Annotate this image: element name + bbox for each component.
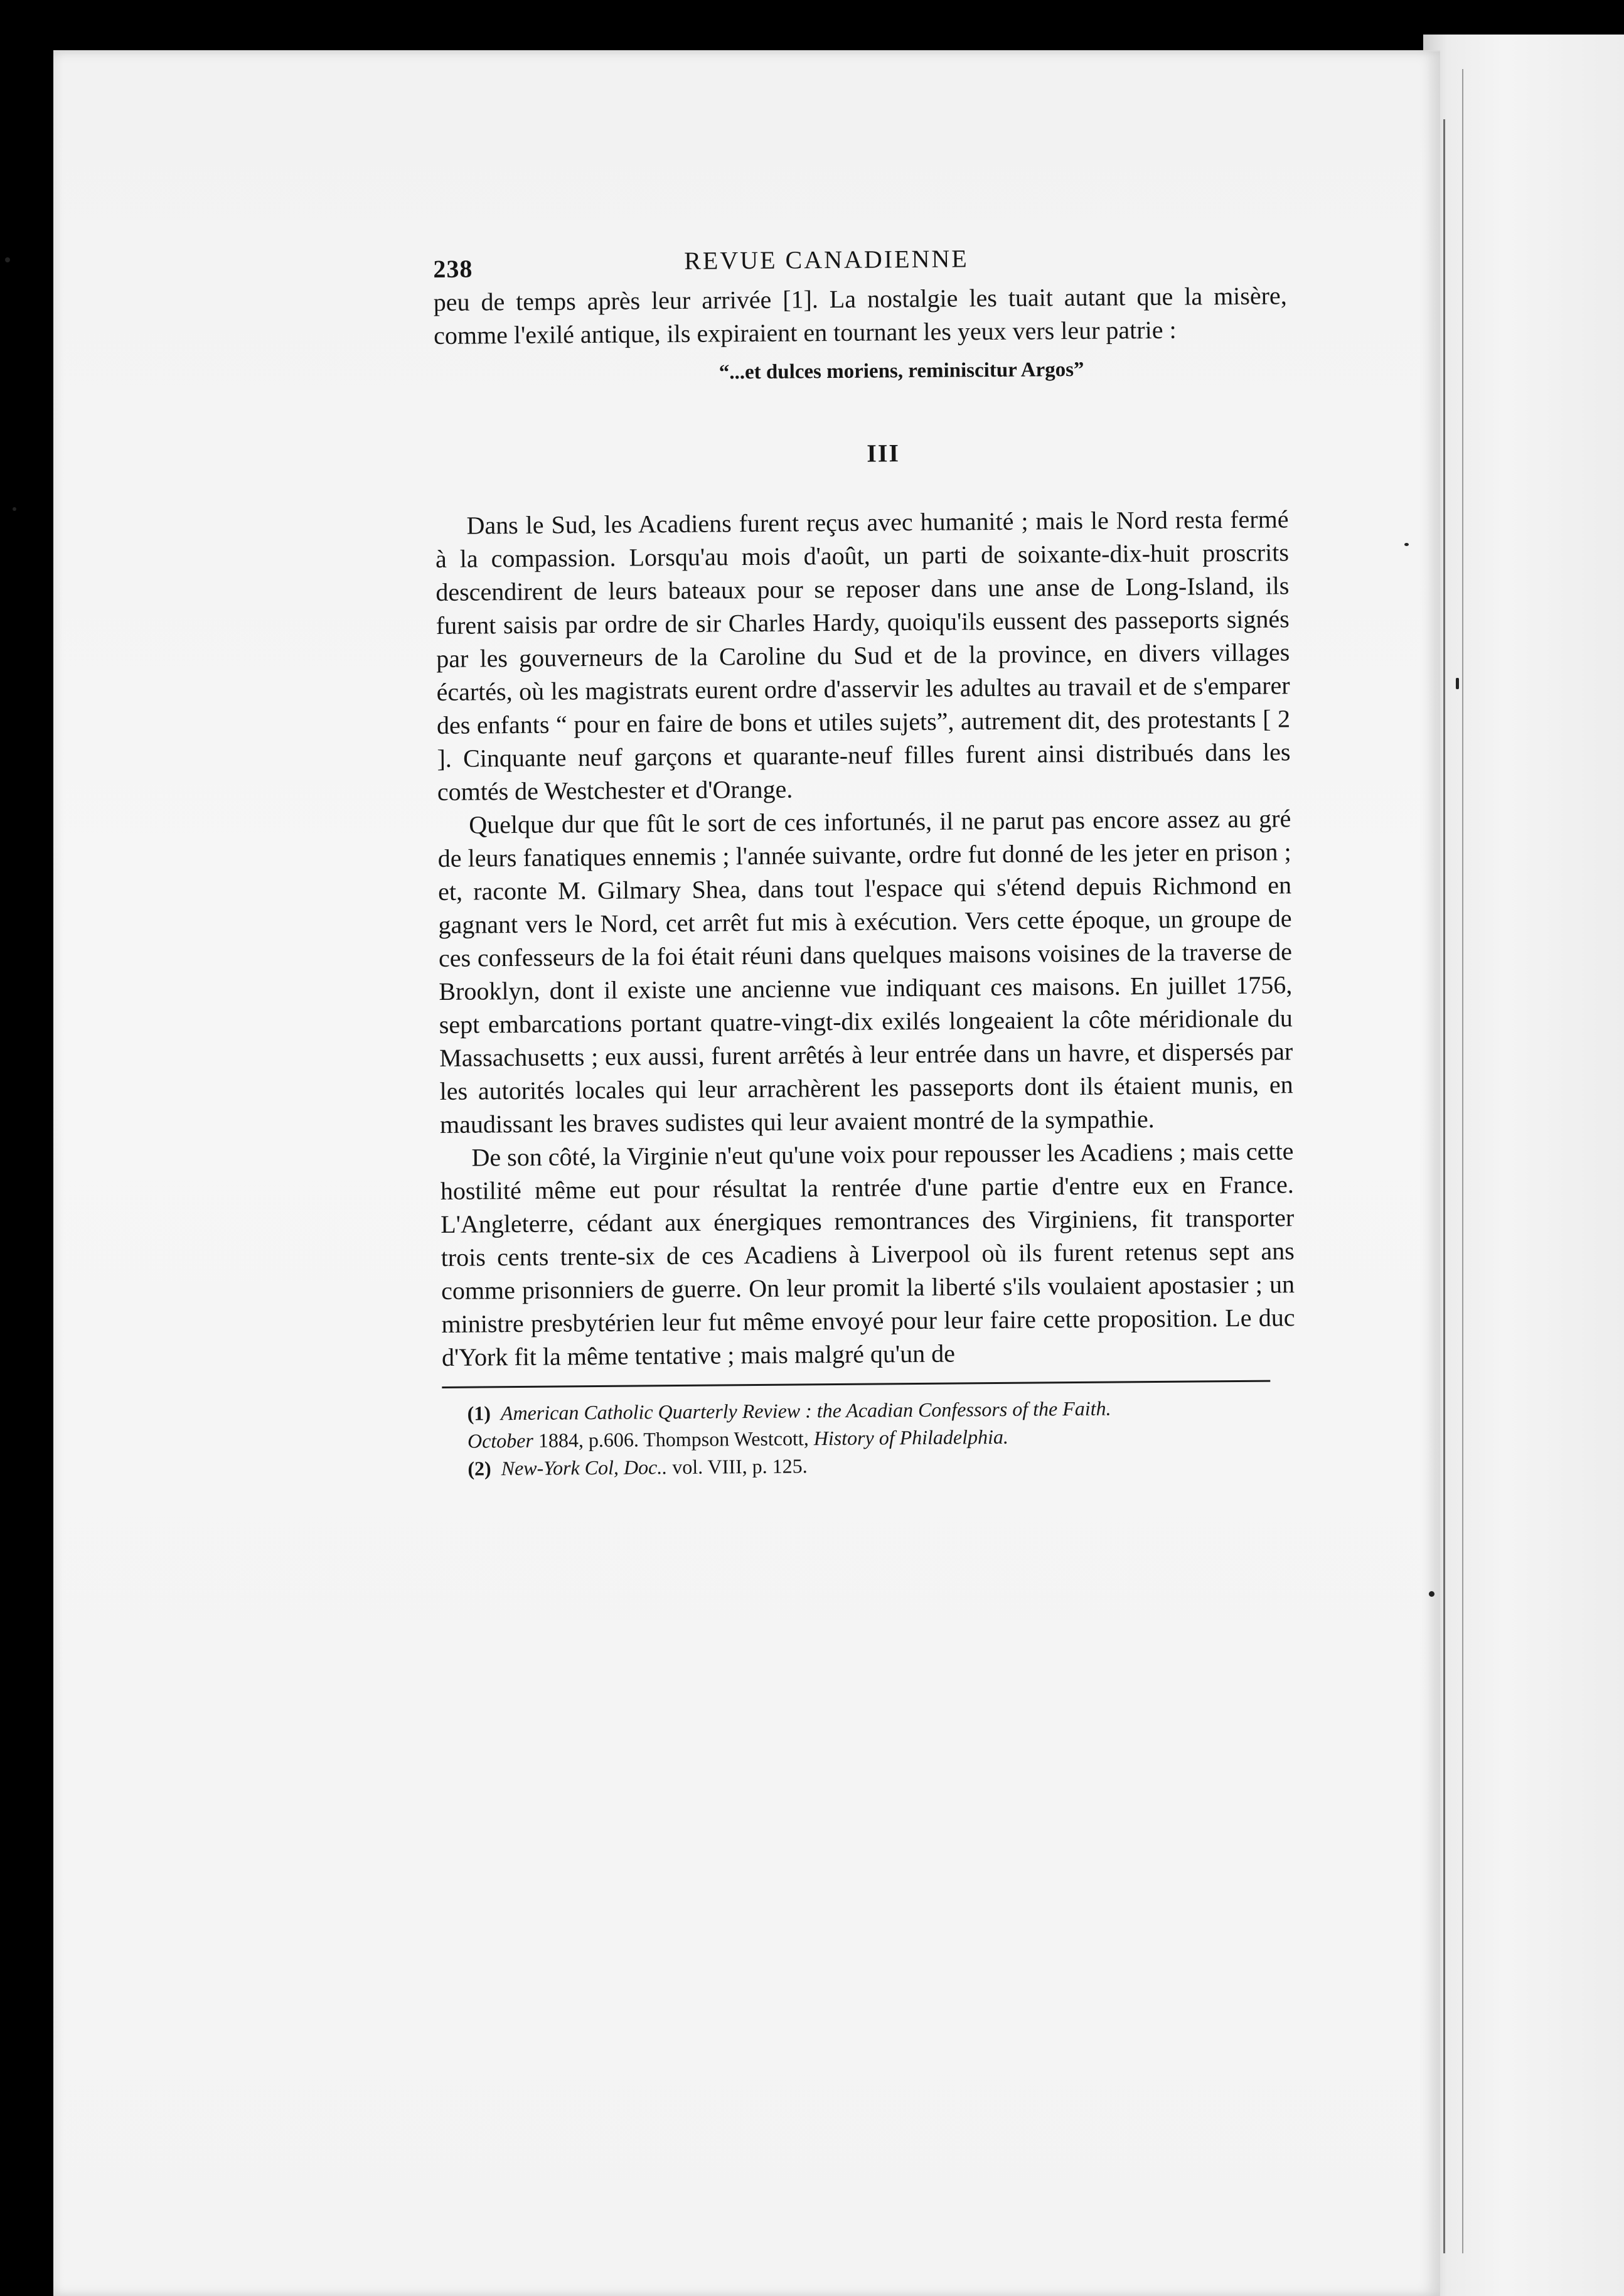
journal-title: REVUE CANADIENNE: [684, 244, 969, 275]
footnote-text: vol. VIII, p. 125.: [667, 1454, 808, 1479]
adjacent-page: [1423, 35, 1624, 2296]
footnote-title: American Catholic Quarterly Review : the Acadian Confessors of the Faith.: [500, 1397, 1111, 1425]
scan-speck: [1404, 543, 1409, 546]
body-paragraph: De son côté, la Virginie n'eut qu'une voix pour repousser les Acadiens ; mais cette hostilité même eut pour résultat la rentrée d'une partie d'entre eux en France. L'Angleterre, cédant aux énergiques remontrances des Virginiens, fit transporter trois cents trente-six de ces Acadiens à Liverpool où ils furent retenus sept ans comme prisonniers de guerre. On leur promit la liberté s'ils voulaient apostasier ; un ministre presbytérien leur fut même envoyé pour leur faire cette proposition. Le duc d'York fit la même tentative ; mais malgré qu'un de: [440, 1137, 1295, 1371]
footnote-text: 1884, p.606. Thompson Westcott,: [533, 1427, 814, 1452]
adjacent-page-fold: [1462, 69, 1463, 2253]
footnote-book-title: History of Philadelphia.: [813, 1425, 1009, 1450]
page-content: [433, 235, 1296, 1483]
scan-speck: [13, 507, 16, 511]
footnote-date: October: [467, 1429, 534, 1452]
footnote-title: New-York Col, Doc..: [501, 1456, 668, 1480]
latin-quotation: “...et dulces moriens, reminiscitur Argos”: [719, 358, 1084, 384]
opening-paragraph: peu de temps après leur arrivée [1]. La nostalgie les tuait autant que la misère, comme l'exilé antique, ils expiraient en tournant les yeux vers leur patrie :: [433, 281, 1287, 350]
scan-speck: [1429, 1591, 1434, 1597]
footnote-marker: (1): [467, 1402, 491, 1425]
footnotes: [442, 1393, 1296, 1483]
scan-speck: [5, 257, 10, 262]
running-head: [433, 235, 1287, 286]
footnote-marker: (2): [467, 1457, 491, 1480]
page-number: 238: [433, 254, 473, 283]
body-paragraph: Quelque dur que fût le sort de ces infortunés, il ne parut pas encore assez au gré de leurs fanatiques ennemis ; l'année suivante, ordre fut donné de les jeter en prison ; et, raconte M. Gilmary Shea, dans tout l'espace qui s'étend depuis Richmond en gagnant vers le Nord, cet arrêt fut mis à exécution. Vers cette époque, un groupe de ces confesseurs de la foi était réuni dans quelques maisons voisines de la traverse de Brooklyn, dont il existe une ancienne vue indiquant ces maisons. En juillet 1756, sept embarcations portant quatre-vingt-dix exilés longeaient la côte méridionale du Massachusetts ; eux aussi, furent arrêtés à leur entrée dans un havre, et dispersés par les autorités locales qui leur arrachèrent les passeports dont ils étaient munis, en maudissant les braves sudistes qui leur avaient montré de la sympathie.: [437, 804, 1293, 1139]
body-paragraph: Dans le Sud, les Acadiens furent reçus avec humanité ; mais le Nord resta fermé à la compassion. Lorsqu'au mois d'août, un parti de soixante-dix-huit proscrits descendirent de leurs bateaux pour se reposer dans une anse de Long-Island, ils furent saisis par ordre de sir Charles Hardy, quoiqu'ils eussent des passeports signés par les gouverneurs de la Caroline du Sud et de la province, en divers villages écartés, où les magistrats eurent ordre d'asservir les adultes au travail et de s'emparer des enfants “ pour en faire de bons et utiles sujets”, autrement dit, des protestants [ 2 ]. Cinquante neuf garçons et quarante-neuf filles furent ainsi distribués dans les comtés de Westchester et d'Orange.: [435, 505, 1291, 806]
footnote-divider: [442, 1380, 1270, 1388]
scan-speck: [1456, 678, 1459, 689]
adjacent-page-edge: [1443, 119, 1445, 2253]
section-heading: III: [867, 439, 900, 468]
